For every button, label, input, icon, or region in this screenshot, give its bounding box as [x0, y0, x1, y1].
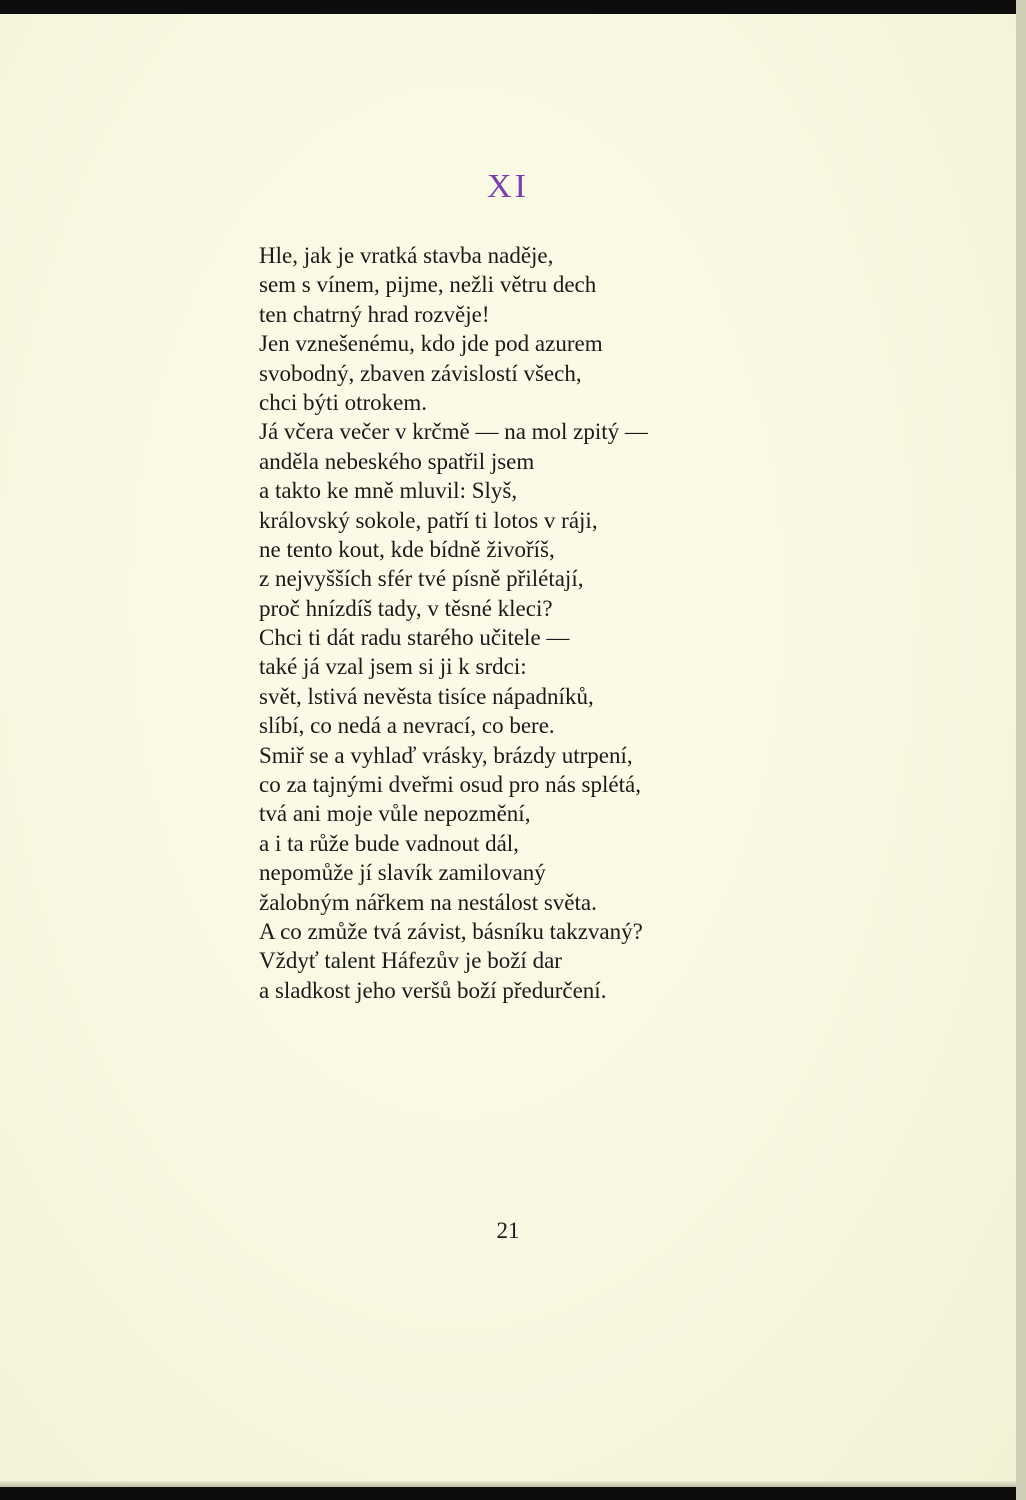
poem-line: slíbí, co nedá a nevrací, co bere.: [259, 713, 555, 739]
poem-line: také já vzal jsem si ji k srdci:: [259, 654, 527, 680]
poem-line: proč hnízdíš tady, v těsné kleci?: [259, 595, 553, 621]
poem-line: a takto ke mně mluvil: Slyš,: [259, 478, 518, 504]
poem-line: nepomůže jí slavík zamilovaný: [259, 860, 546, 886]
poem-line: svět, lstivá nevěsta tisíce nápadníků,: [259, 683, 594, 709]
poem-line: ten chatrný hrad rozvěje!: [259, 301, 490, 327]
poem-line: z nejvyšších sfér tvé písně přilétají,: [259, 566, 584, 592]
poem-line: anděla nebeského spatřil jsem: [259, 448, 535, 474]
poem-heading: XI: [487, 168, 529, 205]
poem-line: Chci ti dát radu starého učitele —: [259, 625, 570, 651]
poem-body: [259, 241, 648, 1005]
paper-sheet: [0, 14, 1016, 1485]
poem-line: Hle, jak je vratká stavba naděje,: [259, 243, 554, 268]
poem-line: Já včera večer v krčmě — na mol zpitý —: [259, 419, 648, 445]
poem-line: a i ta růže bude vadnout dál,: [259, 830, 519, 856]
poem-line: co za tajnými dveřmi osud pro nás splétá,: [259, 772, 641, 798]
poem-line: Smiř se a vyhlaď vrásky, brázdy utrpení,: [259, 742, 633, 768]
poem-line: svobodný, zbaven závislostí všech,: [259, 360, 582, 386]
poem-line: sem s vínem, pijme, nežli větru dech: [259, 272, 597, 298]
poem-line: Jen vznešenému, kdo jde pod azurem: [259, 331, 603, 357]
poem-line: Vždyť talent Háfezův je boží dar: [259, 948, 562, 974]
poem-line: chci býti otrokem.: [259, 389, 427, 415]
poem-line: tvá ani moje vůle nepozmění,: [259, 801, 531, 827]
poem-line: žalobným nářkem na nestálost světa.: [259, 889, 597, 915]
page-number: 21: [496, 1218, 520, 1243]
poem-line: ne tento kout, kde bídně živoříš,: [259, 536, 555, 562]
poem-line: A co zmůže tvá závist, básníku takzvaný?: [259, 918, 643, 944]
page-edge: [1016, 0, 1026, 1500]
poem-line: královský sokole, patří ti lotos v ráji,: [259, 507, 598, 533]
poem-line: a sladkost jeho veršů boží předurčení.: [259, 977, 607, 1003]
